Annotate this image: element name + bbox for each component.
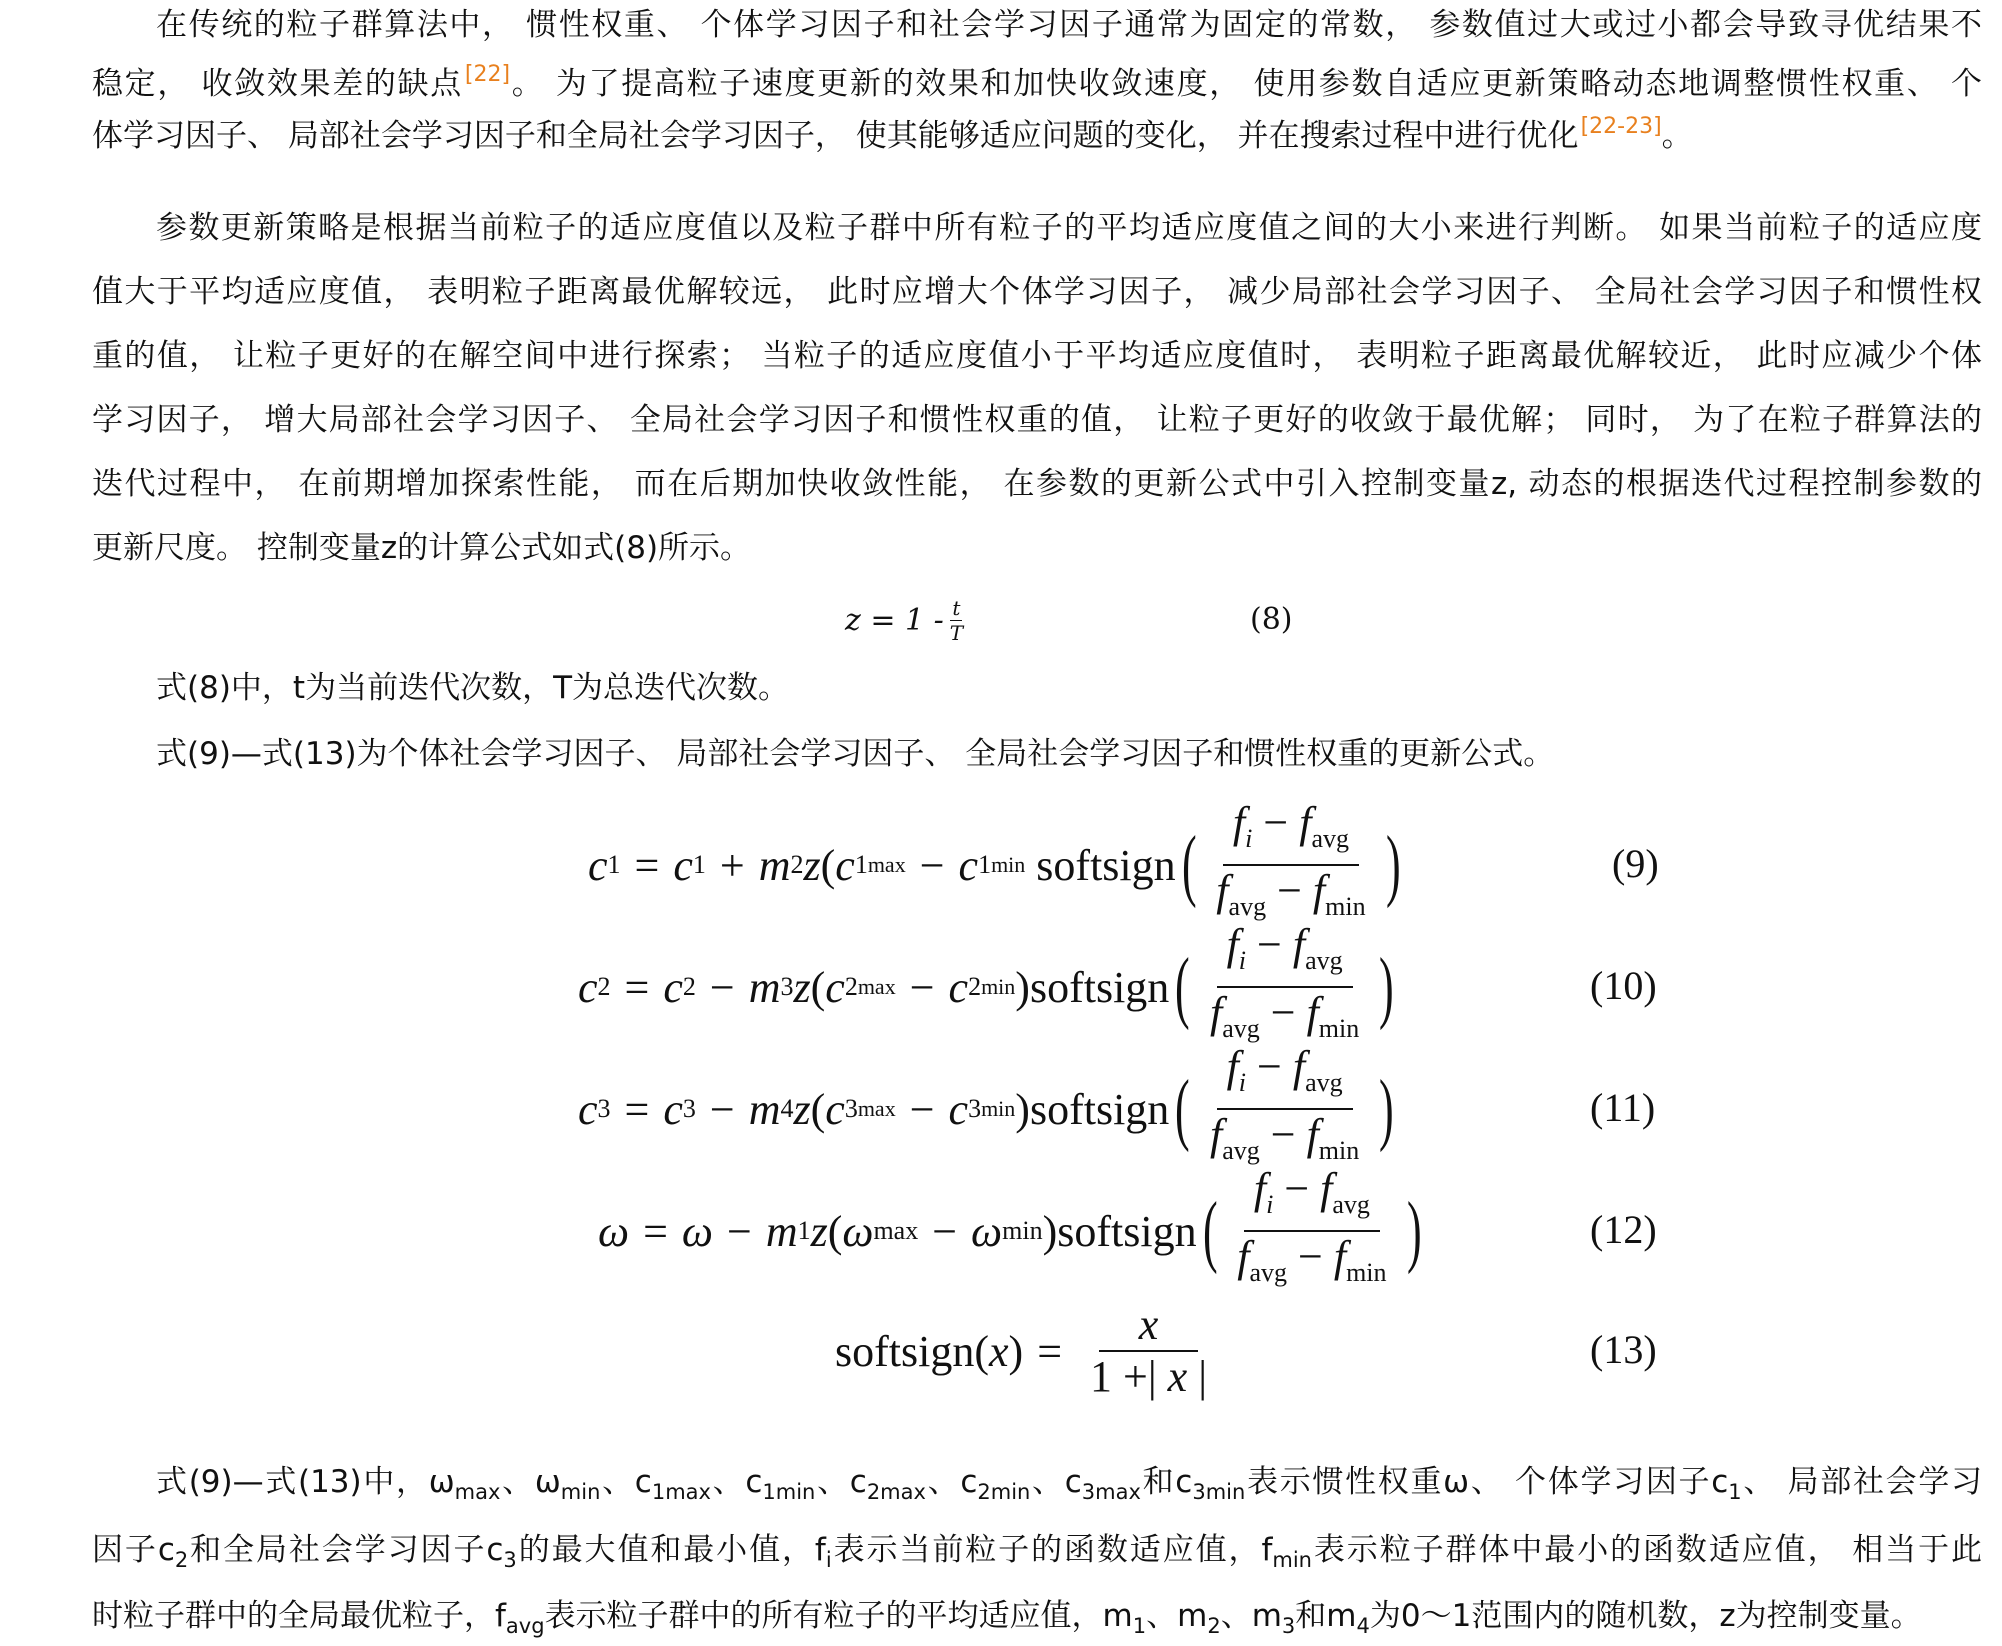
softsign-label: softsign [1057, 1206, 1197, 1256]
fraction: $\frac{f_i - f_{avg}}{f_{avg} - f_{min}}$ [1209, 1042, 1360, 1165]
paragraph-3 [156, 668, 1982, 708]
equation-10-number: (10) [1590, 963, 1657, 1008]
equation-10-row [0, 920, 2002, 1043]
fraction-numerator: t [952, 595, 961, 620]
text: 稳定， 收敛效果差的缺点 [92, 66, 463, 102]
text: 学习因子， 增大局部社会学习因子、 全局社会学习因子和惯性权重的值， 让粒子更好的收敛于最优解； 同时， 为了在粒子群算法的 [92, 402, 1982, 438]
equation-12-row [0, 1164, 2002, 1287]
fraction-denominator: T [949, 620, 964, 645]
equation-8-number: (8) [1250, 602, 1293, 637]
fraction: $\frac{x}{1 +| x |}$ [1090, 1300, 1207, 1401]
equation-10: c 2 = c 2 − m 3 z ( c 2 max − c 2 min ) softsign ( $\frac{f_i - f_{avg}}{f_{avg} - f_{min}}$ ) [578, 932, 1400, 1042]
softsign-label: softsign [1029, 962, 1170, 1012]
paragraph-5-line-2 [92, 1530, 1982, 1570]
equation-12: ω = ω − m 1 z ( ω max − ω min ) softsign ( $\frac{f_i - f_{avg}}{f_{avg} - f_{min}}$ ) [598, 1176, 1427, 1286]
equation-9-number: (9) [1612, 841, 1659, 886]
text: 体学习因子、 局部社会学习因子和全局社会学习因子， 使其能够适应问题的变化， 并在搜索过程中进行优化 [92, 118, 1579, 154]
equation-11-number: (11) [1590, 1085, 1656, 1130]
text: 。 为了提高粒子速度更新的效果和加快收敛速度， 使用参数自适应更新策略动态地调整惯性权重、 个 [510, 66, 1982, 102]
paragraph-4 [156, 734, 1982, 774]
text: 。 [1661, 118, 1693, 154]
text: 因子$c_2$和全局社会学习因子$c_3$的最大值和最小值，$f_i$表示当前粒子的函数适应值，$f_{min}$表示粒子群体中最小的函数适应值， 相当于此 [92, 1532, 1982, 1572]
citation-link[interactable]: [22] [464, 62, 511, 87]
text: 在传统的粒子群算法中， 惯性权重、 个体学习因子和社会学习因子通常为固定的常数， 参数值过大或过小都会导致寻优结果不 [156, 7, 1982, 43]
paragraph-1-line-3 [92, 107, 1982, 156]
citation-link[interactable]: [22-23] [1580, 114, 1662, 139]
paragraph-2-line-3 [92, 336, 1982, 376]
equation-8-lhs: z = 1 - [845, 602, 944, 638]
paragraph-1-line-1 [156, 5, 1982, 45]
equation-12-number: (12) [1590, 1207, 1657, 1252]
equation-13-number: (13) [1590, 1327, 1657, 1372]
paragraph-2-line-4 [92, 400, 1982, 440]
subscript-min: min [991, 852, 1026, 877]
softsign-label: softsign [835, 1326, 975, 1376]
paragraph-2-line-6 [92, 528, 1982, 568]
softsign-label: softsign [1029, 1084, 1170, 1134]
text: 更新尺度。 控制变量z的计算公式如式(8)所示。 [92, 530, 752, 566]
fraction: $\frac{f_i - f_{avg}}{f_{avg} - f_{min}}$ [1216, 798, 1366, 921]
text: 参数更新策略是根据当前粒子的适应度值以及粒子群中所有粒子的平均适应度值之间的大小来进行判断。 如果当前粒子的适应度 [156, 210, 1982, 246]
paragraph-5-line-3 [92, 1596, 1982, 1636]
text: 式(8)中，t为当前迭代次数，T为总迭代次数。 [156, 670, 790, 706]
text: 式(9)—式(13)为个体社会学习因子、 局部社会学习因子、 全局社会学习因子和惯性权重的更新公式。 [156, 736, 1555, 772]
equation-9-row [0, 798, 2002, 921]
text: 重的值， 让粒子更好的在解空间中进行探索； 当粒子的适应度值小于平均适应度值时， 表明粒子距离最优解较近， 此时应减少个体 [92, 338, 1982, 374]
paragraph-2-line-1 [156, 208, 1982, 248]
equation-8 [845, 590, 963, 650]
subscript-max: max [867, 852, 906, 877]
text: 时粒子群中的全局最优粒子，$f_{avg}$表示粒子群中的所有粒子的平均适应值，$m_1$、$m_2$、$m_3$和$m_4$为0～1范围内的随机数，z为控制变量。 [92, 1598, 1922, 1638]
equation-13: softsign ( x ) = $\frac{x}{1 +| x |}$ [835, 1296, 1221, 1406]
paragraph-5-line-1 [156, 1462, 1982, 1502]
equation-11: c 3 = c 3 − m 4 z ( c 3 max − c 3 min ) softsign ( $\frac{f_i - f_{avg}}{f_{avg} - f_{min}}$ ) [578, 1054, 1400, 1164]
paragraph-2-line-2 [92, 272, 1982, 312]
equation-11-row [0, 1042, 2002, 1165]
fraction: $\frac{f_i - f_{avg}}{f_{avg} - f_{min}}$ [1237, 1164, 1387, 1287]
softsign-label: softsign [1036, 840, 1176, 890]
text: 值大于平均适应度值， 表明粒子距离最优解较远， 此时应增大个体学习因子， 减少局部社会学习因子、 全局社会学习因子和惯性权 [92, 274, 1982, 310]
paragraph-2-line-5 [92, 464, 1982, 504]
paragraph-1-line-2 [92, 55, 1982, 104]
equation-9: c 1 = c 1 + m 2 z ( c 1 max − c 1 min softsign ( $\frac{f_i - f_{avg}}{f_{avg} - f_{min}}$ ) [588, 810, 1406, 920]
text: 式(9)—式(13)中，$\omega_{max}$、$\omega_{min}$、$c_{1max}$、$c_{1min}$、$c_{2max}$、$c_{2min}$、$c_{3max}$和$c_{3min}$表示惯性权重ω、 个体学习因子$c_1$、 局部社会学习 [156, 1464, 1983, 1504]
equation-8-fraction [950, 596, 963, 645]
text: 迭代过程中， 在前期增加探索性能， 而在后期加快收敛性能， 在参数的更新公式中引入控制变量z, 动态的根据迭代过程控制参数的 [92, 466, 1982, 502]
fraction: $\frac{f_i - f_{avg}}{f_{avg} - f_{min}}$ [1209, 920, 1360, 1043]
equation-13-row [0, 1296, 2002, 1406]
